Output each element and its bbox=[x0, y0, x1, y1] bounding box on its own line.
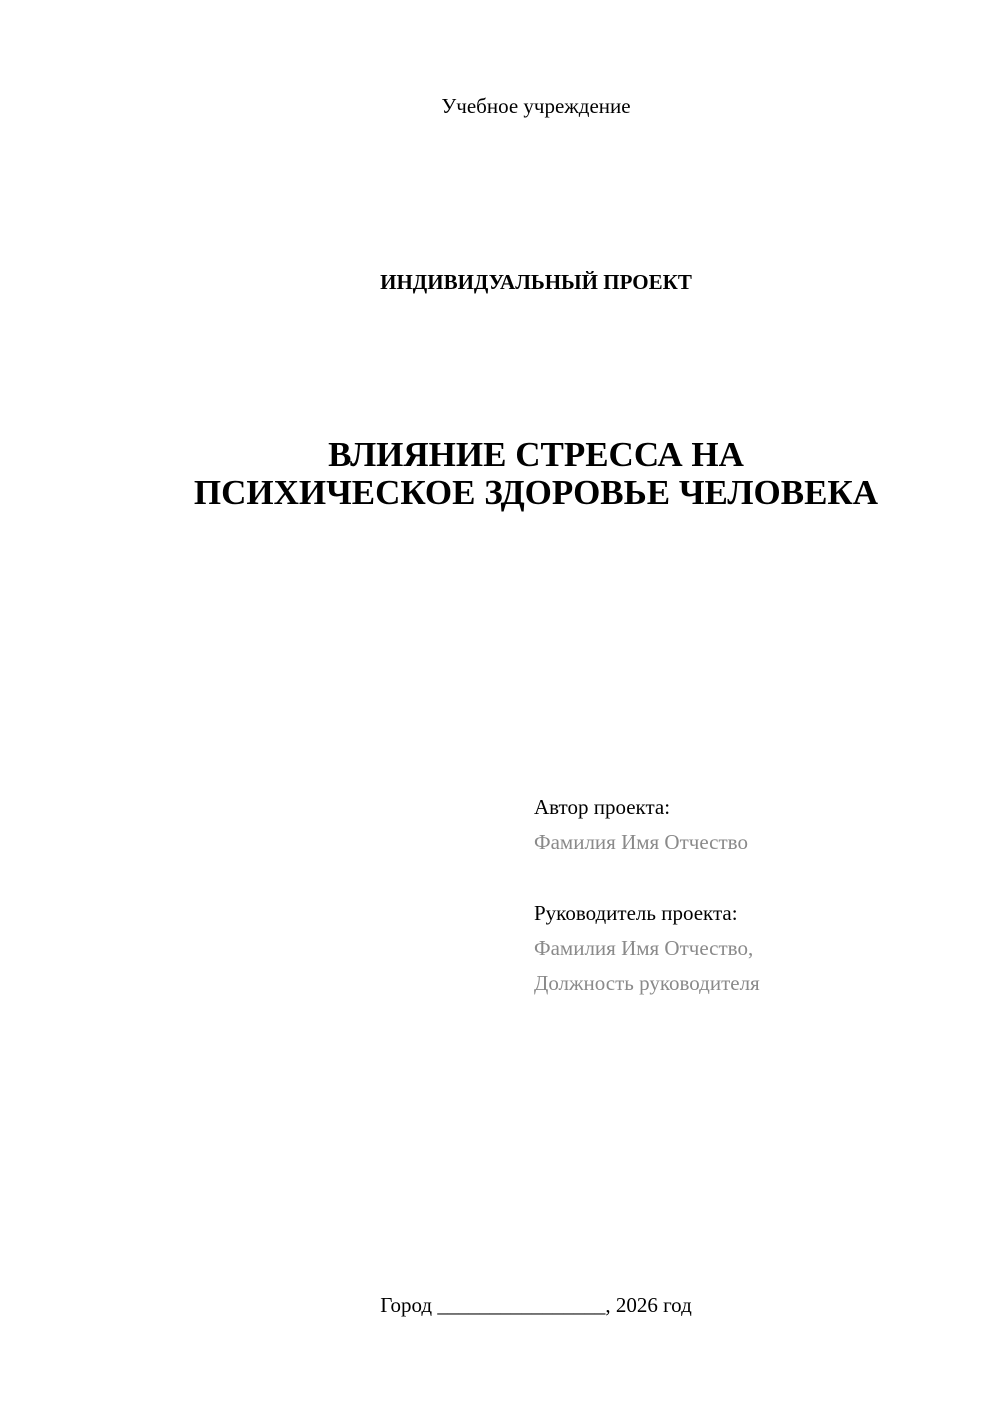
institution-name: Учебное учреждение bbox=[441, 94, 631, 118]
credits-spacer bbox=[534, 860, 974, 896]
supervisor-label: Руководитель проекта: bbox=[534, 901, 738, 925]
author-label: Автор проекта: bbox=[534, 795, 671, 819]
city-year-line: Город ________________, 2026 год bbox=[380, 1293, 692, 1317]
project-credits bbox=[534, 790, 974, 1001]
project-title-line-2: ПСИХИЧЕСКОЕ ЗДОРОВЬЕ ЧЕЛОВЕКА bbox=[193, 473, 879, 512]
supervisor-name: Фамилия Имя Отчество, bbox=[534, 936, 754, 960]
project-title bbox=[0, 436, 1000, 512]
project-title-line-1: ВЛИЯНИЕ СТРЕССА НА bbox=[328, 435, 744, 474]
document-type-heading: ИНДИВИДУАЛЬНЫЙ ПРОЕКТ bbox=[380, 270, 692, 294]
author-name: Фамилия Имя Отчество bbox=[534, 830, 748, 854]
supervisor-position: Должность руководителя bbox=[534, 971, 760, 995]
